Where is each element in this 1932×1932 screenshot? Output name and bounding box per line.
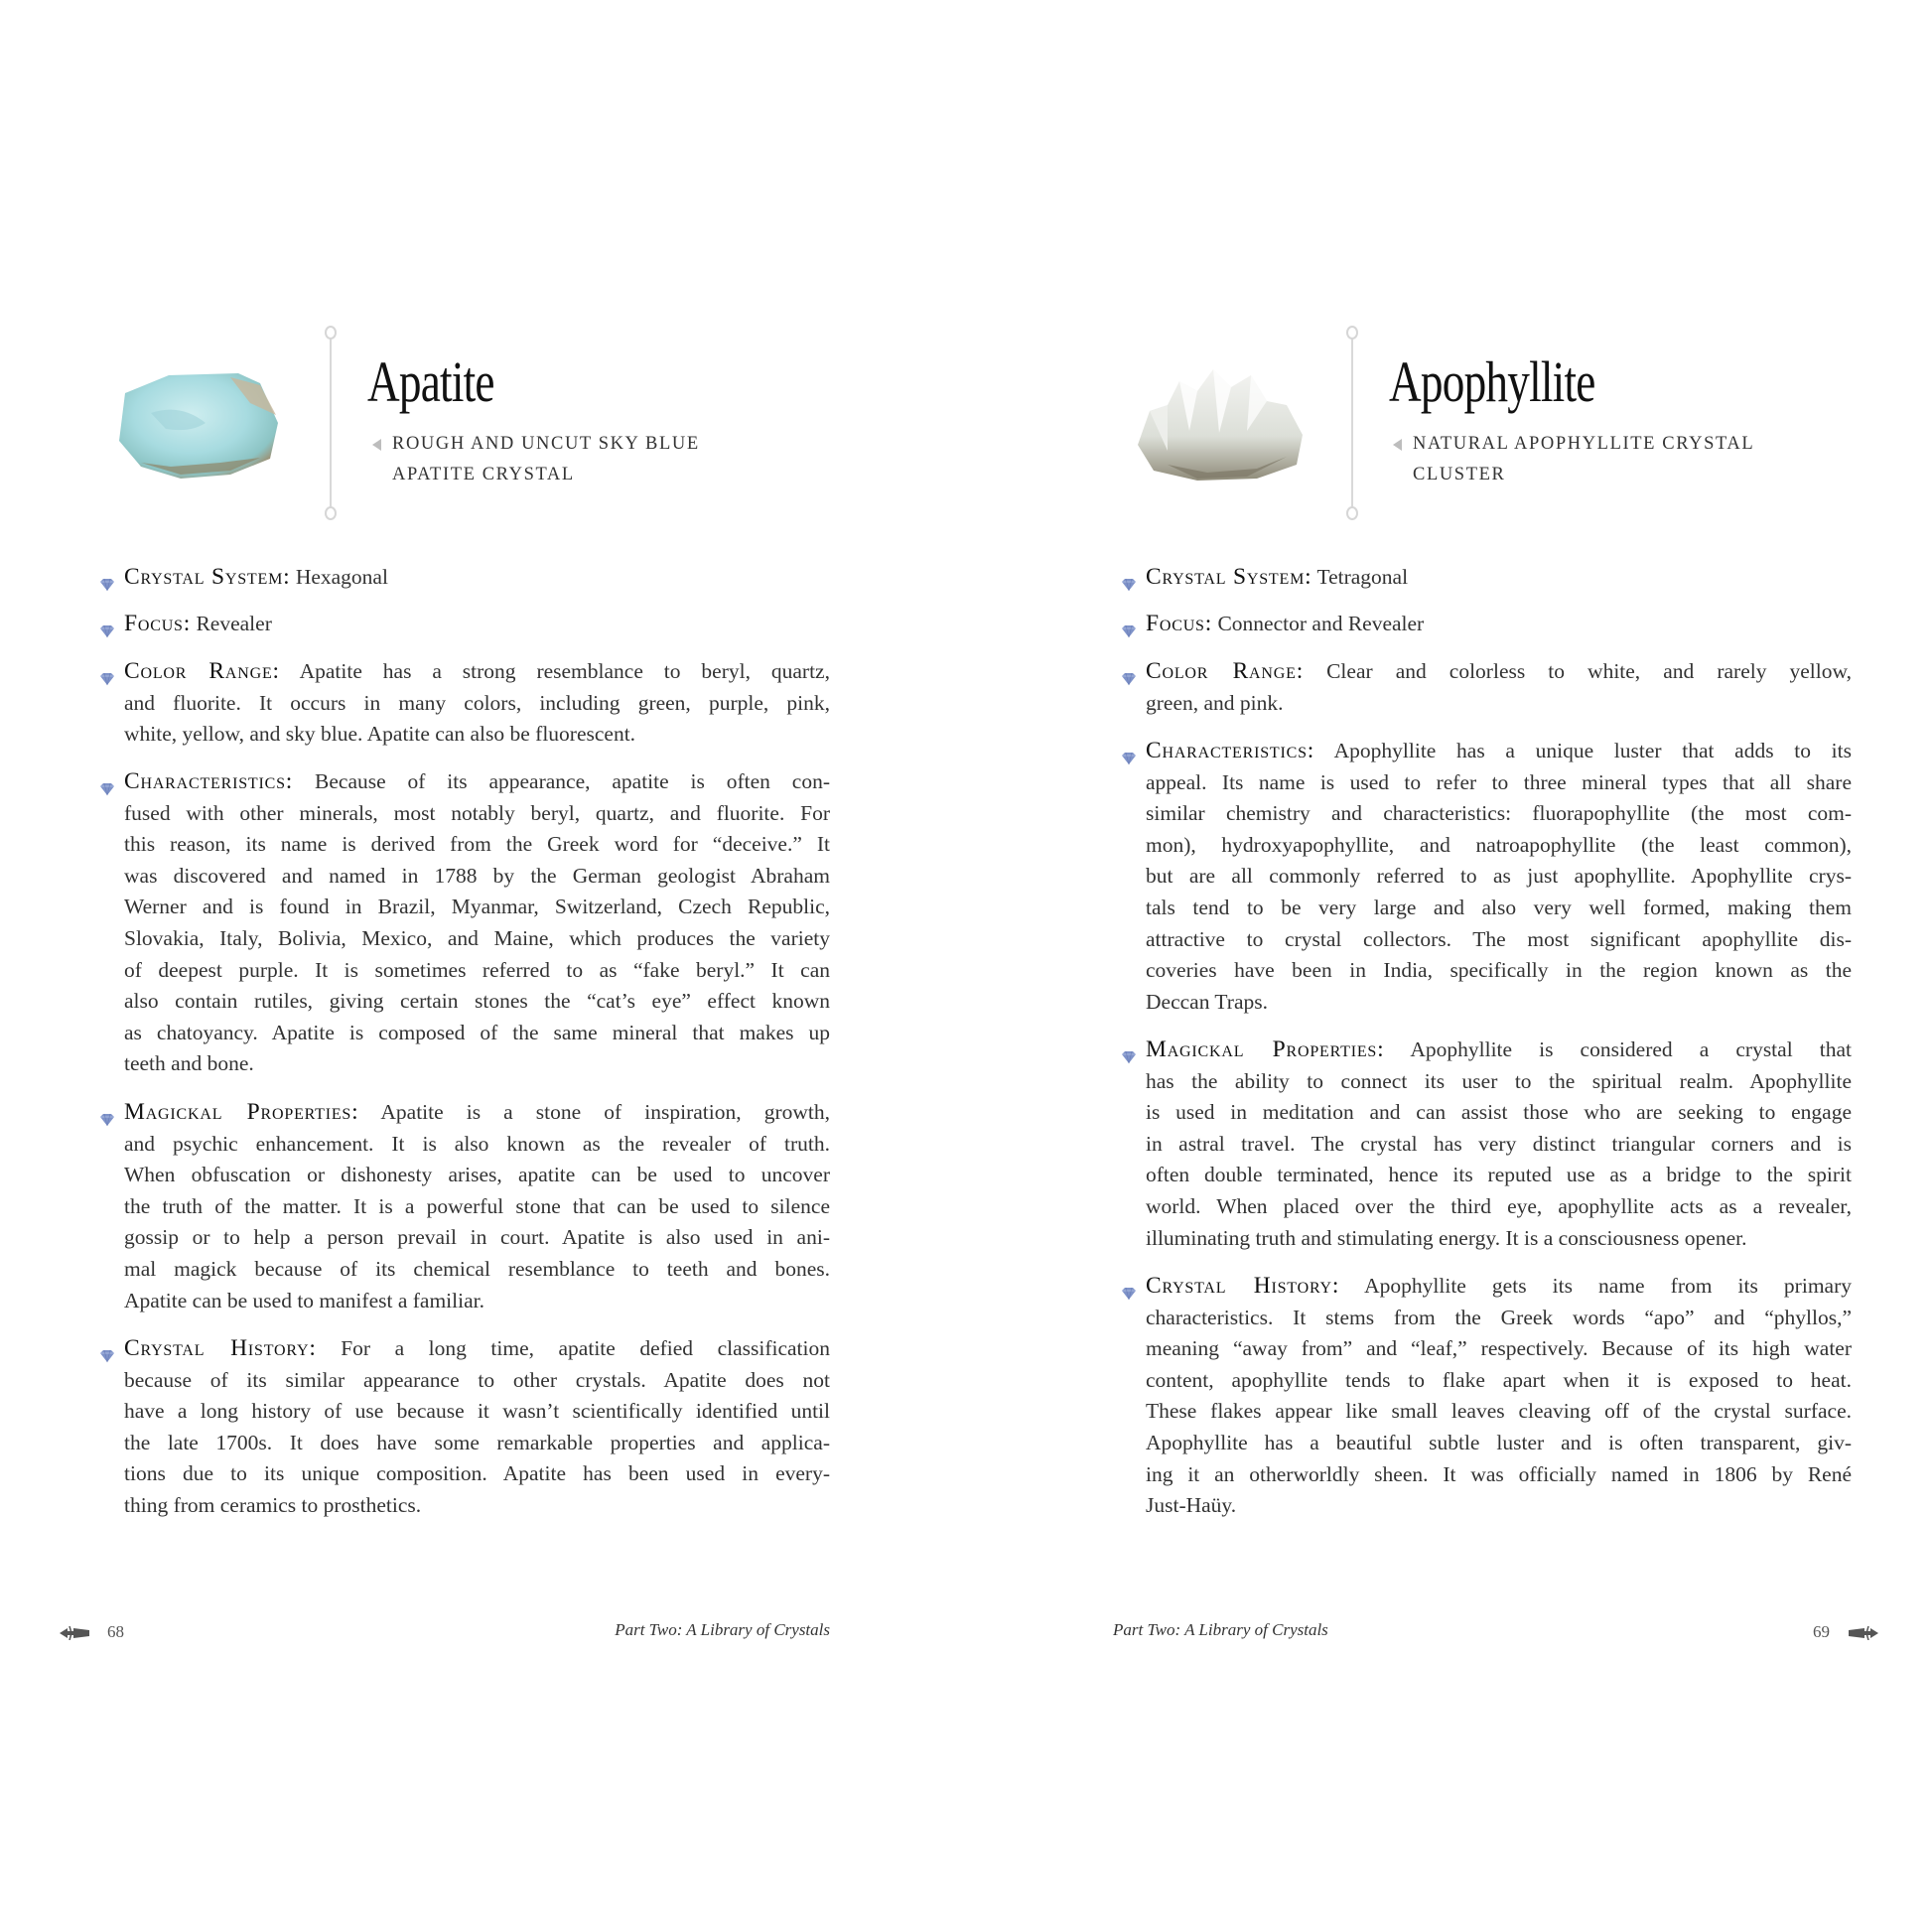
property-text: These flakes appear like small leaves cleaving off of the crystal surface. [1146,1399,1852,1424]
property-label: Focus: [1146,611,1213,636]
property-text: as chatoyancy. Apatite is composed of the same mineral that makes up [124,1020,830,1044]
text-line [124,829,830,861]
image-caption [392,429,700,490]
text-line [124,1458,830,1490]
property-text: Apophyllite is considered a crystal that [1410,1037,1852,1061]
property-item [1146,736,1852,1018]
text-line [1146,1223,1852,1255]
property-text: Apophyllite has a beautiful subtle luster and is often transparent, giv- [1146,1430,1852,1454]
property-item [124,1097,830,1316]
page-number-right: 69 [1813,1622,1830,1641]
gem-bullet-icon [99,664,115,678]
apatite-crystal-image [111,363,285,483]
text-line [124,986,830,1018]
text-line [1146,924,1852,956]
text-line [1146,1097,1852,1129]
property-item [124,562,830,594]
text-line [1146,1333,1852,1365]
text-line [124,1396,830,1428]
text-line [124,562,830,594]
text-line [124,1160,830,1191]
apophyllite-crystal-image [1128,361,1312,484]
gem-bullet-icon [99,570,115,584]
crystal-title: Apophyllite [1389,349,1595,414]
text-line [1146,1271,1852,1303]
property-item [124,609,830,640]
property-text: green, and pink. [1146,690,1284,715]
text-line [124,923,830,955]
property-text: similar chemistry and characteristics: fluorapophyllite (the most com- [1146,801,1852,826]
text-line [124,609,830,640]
property-label: Crystal History: [124,1335,317,1361]
text-line [1146,1129,1852,1161]
text-line [1146,1066,1852,1098]
property-text: Slovakia, Italy, Bolivia, Mexico, and Maine, which produces the variety [124,925,830,950]
property-label: Crystal History: [1146,1273,1340,1299]
text-line [1146,955,1852,987]
text-line [124,1490,830,1522]
property-text: has the ability to connect its user to the spiritual realm. Apophyllite [1146,1068,1852,1093]
fleuron-left-icon [60,1626,89,1640]
text-line [124,1286,830,1317]
header-divider-right [1351,332,1353,514]
text-line [1146,1365,1852,1397]
text-line [1146,861,1852,893]
page-number-left: 68 [107,1622,124,1641]
text-line [1146,688,1852,720]
property-text: coveries have been in India, specifically in the region known as the [1146,958,1852,983]
property-text: tals tend to be very large and also very well formed, making them [1146,895,1852,919]
text-line [124,1333,830,1365]
text-line [124,1428,830,1459]
text-line [1146,830,1852,862]
property-text: Apatite can be used to manifest a familiar. [124,1288,484,1312]
running-head-left: Part Two: A Library of Crystals [615,1620,830,1639]
text-line [1146,1396,1852,1428]
text-line [124,1191,830,1223]
gem-bullet-icon [99,1341,115,1355]
gem-bullet-icon [99,774,115,788]
property-text: teeth and bone. [124,1051,254,1076]
text-line [124,892,830,923]
gem-bullet-icon [99,617,115,630]
property-text: and fluorite. It occurs in many colors, including green, purple, pink, [124,690,830,715]
property-item [124,1333,830,1522]
text-line [1146,1191,1852,1223]
property-text: have a long history of use because it wasn’t scientifically identified until [124,1399,830,1424]
property-text: meaning “away from” and “leaf,” respectively. Because of its high water [1146,1336,1852,1361]
property-text: because of its similar appearance to other crystals. Apatite does not [124,1367,830,1392]
gem-bullet-icon [1121,744,1137,758]
text-line [124,1129,830,1161]
property-item [1146,656,1852,719]
caption-line: APATITE CRYSTAL [392,465,575,484]
text-line [124,1365,830,1397]
text-line [124,1222,830,1254]
text-line [1146,1490,1852,1522]
property-item [1146,609,1852,640]
text-line [1146,987,1852,1019]
property-text: was discovered and named in 1788 by the German geologist Abraham [124,863,830,888]
image-caption [1413,429,1754,490]
text-line [124,1018,830,1049]
text-line [1146,1160,1852,1191]
property-text: Deccan Traps. [1146,989,1269,1014]
text-line [1146,893,1852,924]
property-text: illuminating truth and stimulating energy. It is a consciousness opener. [1146,1225,1747,1250]
property-text: fused with other minerals, most notably beryl, quartz, and fluorite. For [124,800,830,825]
property-text: For a long time, apatite defied classification [341,1336,831,1360]
property-text: also contain rutiles, giving certain stones the “cat’s eye” effect known [124,989,830,1014]
property-text: thing from ceramics to prosthetics. [124,1492,422,1517]
text-line [1146,767,1852,799]
property-text: attractive to crystal collectors. The most significant apophyllite dis- [1146,926,1852,951]
property-text: Werner and is found in Brazil, Myanmar, Switzerland, Czech Republic, [124,895,830,919]
text-line [1146,798,1852,830]
property-text: in astral travel. The crystal has very distinct triangular corners and is [1146,1131,1852,1156]
text-line [124,656,830,688]
property-label: Color Range: [1146,658,1305,684]
property-text: Connector and Revealer [1217,612,1425,635]
divider-knob-bottom [325,506,337,520]
text-line [1146,1035,1852,1066]
text-line [1146,656,1852,688]
text-line [1146,609,1852,640]
divider-knob-top [1346,326,1358,340]
property-text: gossip or to help a person prevail in court. Apatite is also used in ani- [124,1225,830,1250]
property-text: content, apophyllite tends to flake apart when it is exposed to heat. [1146,1367,1852,1392]
text-line [124,766,830,798]
gem-bullet-icon [1121,617,1137,630]
property-label: Color Range: [124,658,280,684]
property-label: Magickal Properties: [1146,1036,1385,1062]
property-label: Focus: [124,611,192,636]
divider-knob-bottom [1346,506,1358,520]
text-line [124,955,830,987]
property-item [124,656,830,751]
text-line [124,1254,830,1286]
text-line [1146,1428,1852,1459]
property-text: Apophyllite gets its name from its primary [1364,1274,1852,1298]
property-text: often double terminated, hence its reputed use as a bridge to the spirit [1146,1163,1852,1187]
property-label: Characteristics: [1146,738,1315,763]
property-text: the truth of the matter. It is a powerful stone that can be used to silence [124,1193,830,1218]
property-text: Revealer [196,612,272,635]
caption-line: ROUGH AND UNCUT SKY BLUE [392,434,700,454]
property-text: Hexagonal [295,565,388,589]
text-line [1146,562,1852,594]
caption-pointer-icon [372,439,381,451]
property-text: Apatite has a strong resemblance to beryl, quartz, [299,659,830,683]
property-item [1146,1035,1852,1254]
property-text: Clear and colorless to white, and rarely yellow, [1326,659,1853,683]
property-text: of deepest purple. It is sometimes referred to as “fake beryl.” It can [124,957,830,982]
property-text: tions due to its unique composition. Apatite has been used in every- [124,1461,830,1486]
text-line [124,719,830,751]
text-line [124,798,830,830]
text-line [1146,736,1852,767]
caption-line: CLUSTER [1413,465,1506,484]
property-label: Characteristics: [124,768,294,794]
property-text: Because of its appearance, apatite is often con- [315,769,830,793]
property-text: is used in meditation and can assist those who are seeking to engage [1146,1100,1852,1125]
property-text: world. When placed over the third eye, apophyllite acts as a revealer, [1146,1193,1852,1218]
property-text: Tetragonal [1316,565,1409,589]
property-item [1146,1271,1852,1522]
property-label: Crystal System: [1146,564,1312,590]
property-label: Crystal System: [124,564,291,590]
crystal-title: Apatite [367,349,494,414]
property-text: and psychic enhancement. It is also known as the revealer of truth. [124,1131,830,1156]
property-text: mon), hydroxyapophyllite, and natroapophyllite (the least common), [1146,832,1852,857]
caption-line: NATURAL APOPHYLLITE CRYSTAL [1413,434,1755,454]
property-text: Apophyllite has a unique luster that adds to its [1333,739,1852,762]
caption-pointer-icon [1393,439,1402,451]
property-text: Apatite is a stone of inspiration, growth, [380,1100,830,1124]
property-label: Magickal Properties: [124,1099,359,1125]
fleuron-right-icon [1849,1626,1878,1640]
property-text: white, yellow, and sky blue. Apatite can also be fluorescent. [124,722,636,747]
property-text: this reason, its name is derived from the Greek word for “deceive.” It [124,832,830,857]
running-head-right: Part Two: A Library of Crystals [1113,1620,1328,1639]
text-line [124,1048,830,1080]
property-text: characteristics. It stems from the Greek words “apo” and “phyllos,” [1146,1305,1852,1329]
property-text: ing it an otherworldly sheen. It was officially named in 1806 by René [1146,1461,1852,1486]
header-divider-left [330,332,332,514]
gem-bullet-icon [1121,664,1137,678]
property-text: When obfuscation or dishonesty arises, apatite can be used to uncover [124,1163,830,1187]
text-line [124,861,830,893]
gem-bullet-icon [1121,570,1137,584]
gem-bullet-icon [99,1105,115,1119]
property-item [124,766,830,1080]
text-line [124,1097,830,1129]
text-line [1146,1303,1852,1334]
property-item [1146,562,1852,594]
property-text: but are all commonly referred to as just apophyllite. Apophyllite crys- [1146,864,1852,889]
property-text: appeal. Its name is used to refer to three mineral types that all share [1146,769,1852,794]
divider-knob-top [325,326,337,340]
gem-bullet-icon [1121,1042,1137,1056]
text-line [124,688,830,720]
gem-bullet-icon [1121,1279,1137,1293]
text-line [1146,1459,1852,1491]
property-text: Just-Haüy. [1146,1493,1237,1518]
property-text: the late 1700s. It does have some remarkable properties and applica- [124,1430,830,1454]
property-text: mal magick because of its chemical resemblance to teeth and bones. [124,1256,830,1281]
